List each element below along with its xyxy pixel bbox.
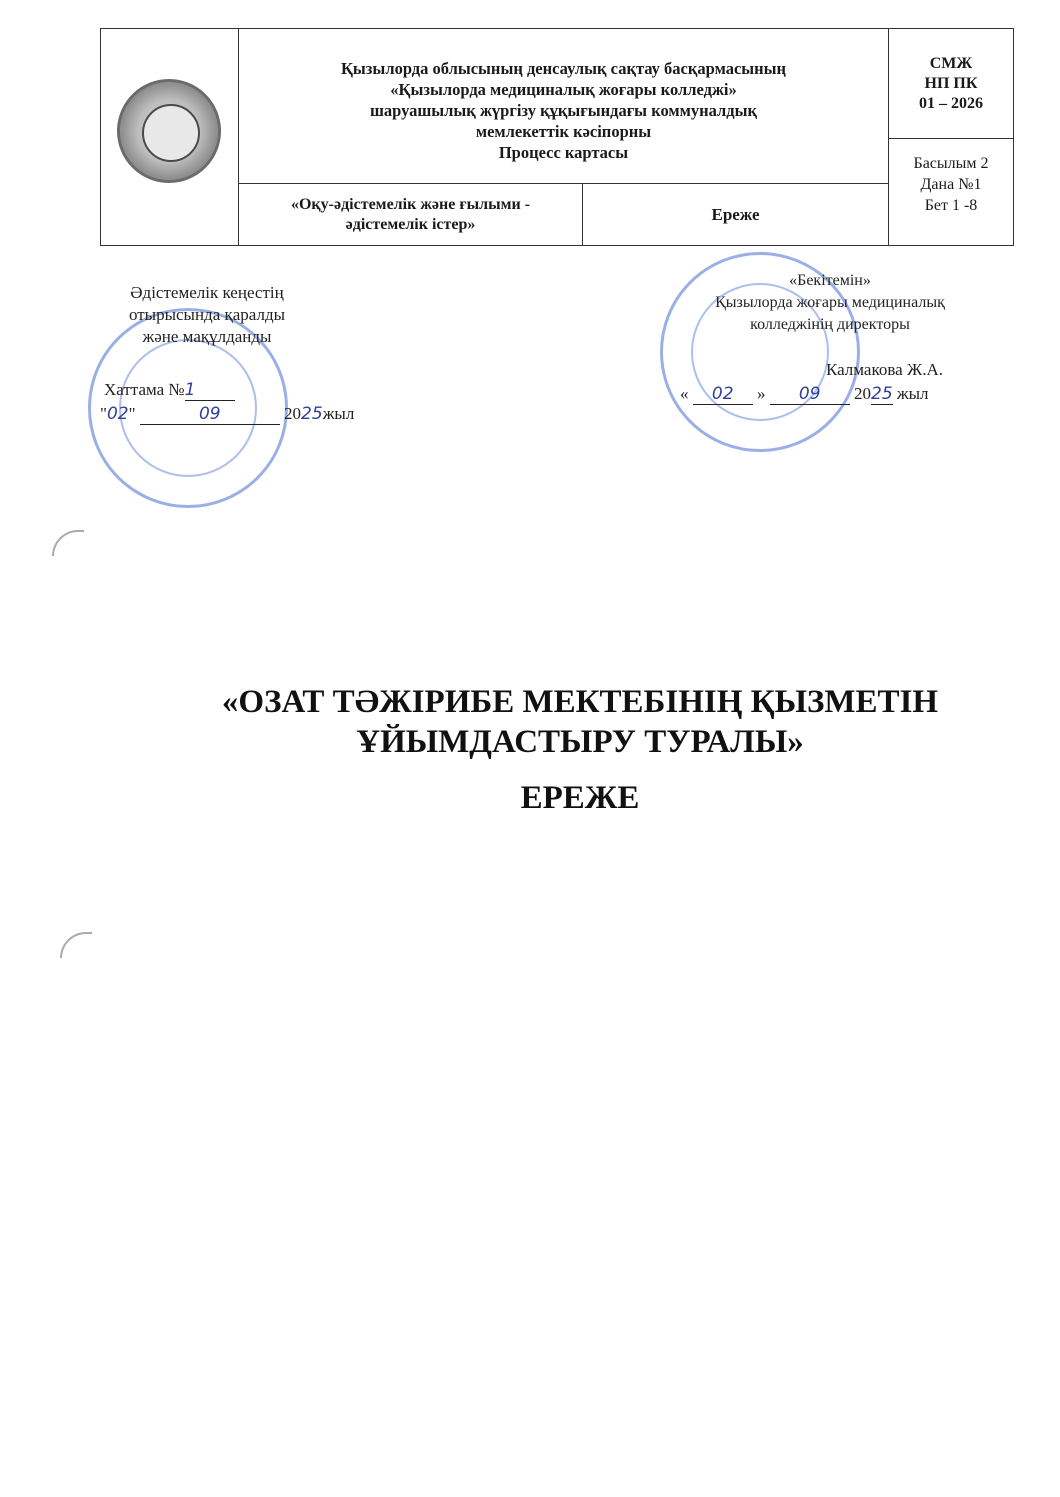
protocol-label: Хаттама № [104, 380, 185, 399]
issue-info [889, 139, 1013, 245]
document-title [120, 682, 1040, 762]
org-line: шаруашылық жүргізу құқығындағы коммуналдық [369, 100, 758, 120]
code-line: 01 – 2026 [919, 94, 983, 112]
year-prefix: 20 [284, 404, 302, 423]
director-date [680, 384, 1000, 405]
code-line: НП ПК [924, 74, 978, 92]
title-line: ҰЙЫМДАСТЫРУ ТУРАЛЫ» [356, 724, 804, 760]
quote-mark: « [680, 384, 689, 403]
approve-line: «Бекітемін» [789, 272, 871, 289]
document-code [889, 29, 1013, 139]
org-line: «Қызылорда медициналық жоғары колледжі» [390, 79, 737, 99]
protocol-number-value: 1 [185, 380, 235, 401]
council-approval [92, 282, 322, 348]
document-type: Ереже [583, 184, 889, 245]
logo-emblem-icon [142, 104, 200, 162]
issue-edition: Басылым 2 [913, 155, 989, 172]
year-suffix: 25 [301, 404, 323, 424]
process-map-label: Процесс картасы [498, 142, 629, 162]
approve-line: Қызылорда жоғары медициналық [715, 294, 945, 311]
date-month: 09 [140, 404, 280, 425]
issue-pages: Бет 1 -8 [924, 197, 978, 214]
year-word: жыл [322, 404, 355, 423]
date-month: 09 [770, 384, 850, 405]
date-day: 02 [106, 404, 129, 424]
council-date [100, 404, 400, 425]
council-line: отырысында қаралды [128, 305, 286, 324]
organization-name [239, 29, 889, 184]
punch-hole-mark [52, 530, 84, 556]
process-line: әдістемелік істер» [345, 215, 476, 233]
director-name: Калмакова Ж.А. [826, 360, 943, 379]
document-subtitle: ЕРЕЖЕ [520, 780, 640, 816]
quote-mark: " [100, 404, 107, 423]
header-table [100, 28, 1014, 246]
year-suffix: 25 [871, 384, 893, 404]
code-line: СМЖ [929, 54, 973, 72]
director-approval [680, 270, 980, 336]
quote-mark: " [128, 404, 136, 423]
org-line: мемлекеттік кәсіпорны [475, 121, 652, 141]
quote-mark: » [757, 384, 766, 403]
approve-line: колледжінің директоры [750, 316, 910, 333]
college-logo [117, 79, 221, 183]
year-prefix: 20 [854, 384, 871, 403]
title-line: «ОЗАТ ТӘЖІРИБЕ МЕКТЕБІНІҢ ҚЫЗМЕТІН [221, 684, 939, 720]
logo-cell [101, 29, 239, 245]
punch-hole-mark [60, 932, 92, 958]
org-line: Қызылорда облысының денсаулық сақтау басқармасының [340, 58, 787, 78]
council-line: Әдістемелік кеңестің [130, 283, 284, 302]
council-line: және мақұлданды [142, 327, 272, 346]
protocol-number [104, 380, 235, 401]
process-line: «Оқу-әдістемелік және ғылыми - [290, 195, 531, 213]
process-name [239, 184, 583, 245]
issue-copy: Дана №1 [920, 176, 982, 193]
year-word: жыл [896, 384, 929, 403]
date-day: 02 [693, 384, 753, 405]
